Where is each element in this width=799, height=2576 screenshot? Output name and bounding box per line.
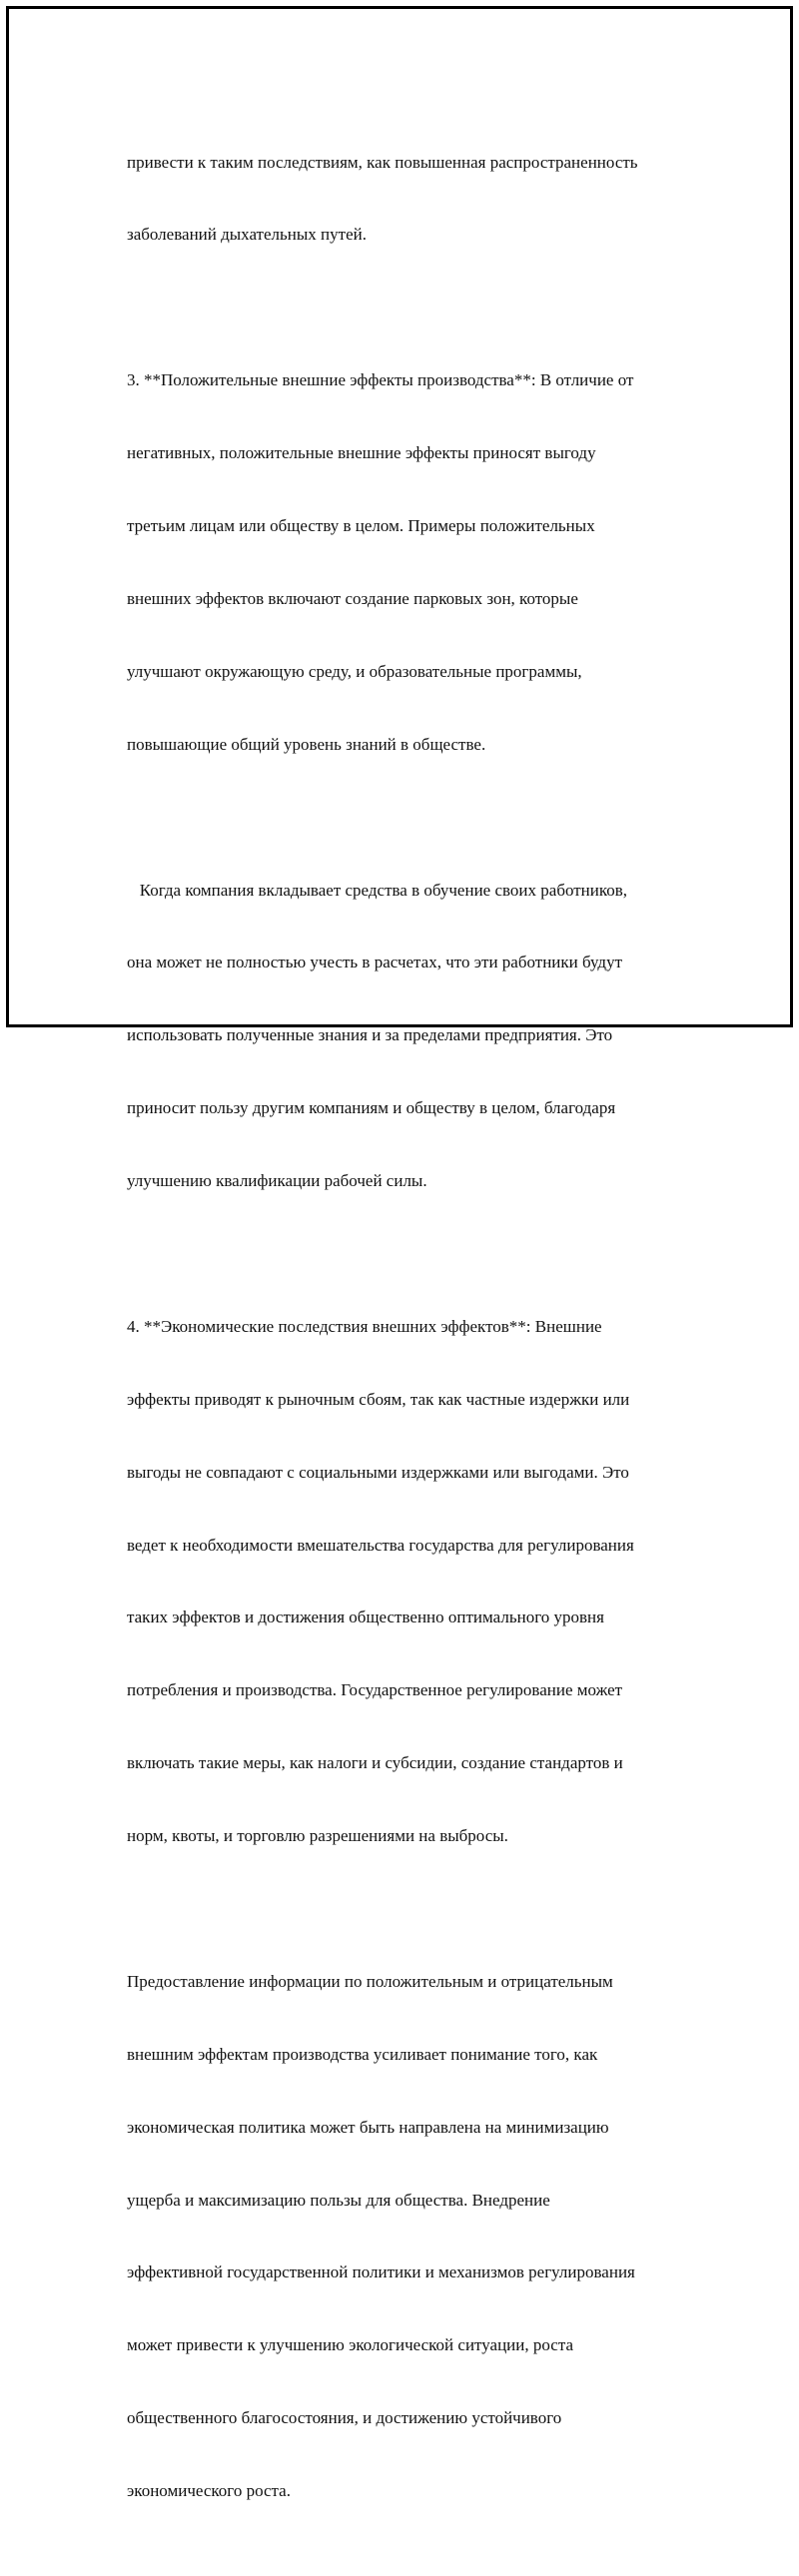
text-line: использовать полученные знания и за пределами предприятия. Это (127, 1025, 613, 1045)
text-line: общественного благосостояния, и достижению устойчивого (127, 2408, 562, 2428)
text-line: она может не полностью учесть в расчетах, что эти работники будут (127, 953, 623, 972)
text-line: заболеваний дыхательных путей. (127, 225, 367, 245)
text-line: негативных, положительные внешние эффекты приносят выгоду (127, 443, 596, 463)
paragraph-respiratory-consequences (127, 102, 706, 296)
text-line: норм, квоты, и торговлю разрешениями на выбросы. (127, 1826, 508, 1846)
text-line: внешних эффектов включают создание парковых зон, которые (127, 588, 578, 608)
text-line: экономического роста. (127, 2481, 291, 2501)
text-line: третьим лицам или обществу в целом. Примеры положительных (127, 516, 595, 536)
text-line: улучшают окружающую среду, и образовательные программы, (127, 661, 582, 681)
document-body (127, 102, 706, 2576)
text-line: экономическая политика может быть направлена на минимизацию (127, 2117, 609, 2137)
text-line: включать такие меры, как налоги и субсидии, создание стандартов и (127, 1753, 623, 1773)
text-line: приносит пользу другим компаниям и обществу в целом, благодаря (127, 1098, 616, 1118)
text-line: Предоставление информации по положительным и отрицательным (127, 1971, 613, 1991)
page-frame (6, 6, 793, 2501)
paragraph-conclusion (127, 1921, 706, 2552)
text-line: привести к таким последствиям, как повышенная распространенность (127, 152, 638, 172)
text-line: выгоды не совпадают с социальными издержками или выгодами. Это (127, 1462, 629, 1482)
text-line: эффекты приводят к рыночным сбоям, так как частные издержки или (127, 1389, 630, 1409)
text-line: может привести к улучшению экологической ситуации, роста (127, 2335, 574, 2355)
text-line: улучшению квалификации рабочей силы. (127, 1171, 427, 1191)
text-line: таких эффектов и достижения общественно оптимального уровня (127, 1608, 604, 1627)
text-line: ведет к необходимости вмешательства государства для регулирования (127, 1535, 634, 1555)
text-line: 4. **Экономические последствия внешних эффектов**: Внешние (127, 1316, 602, 1336)
text-line: Когда компания вкладывает средства в обучение своих работников, (127, 880, 628, 900)
paragraph-employee-training (127, 830, 706, 1242)
text-line: эффективной государственной политики и механизмов регулирования (127, 2262, 635, 2282)
text-line: 3. **Положительные внешние эффекты производства**: В отличие от (127, 370, 634, 390)
paragraph-economic-consequences (127, 1266, 706, 1897)
text-line: потребления и производства. Государственное регулирование может (127, 1680, 623, 1700)
text-line: внешним эффектам производства усиливает понимание того, как (127, 2044, 598, 2064)
text-line: повышающие общий уровень знаний в обществе. (127, 734, 486, 754)
text-line: ущерба и максимизацию пользы для общества. Внедрение (127, 2190, 550, 2210)
paragraph-positive-externalities (127, 321, 706, 806)
